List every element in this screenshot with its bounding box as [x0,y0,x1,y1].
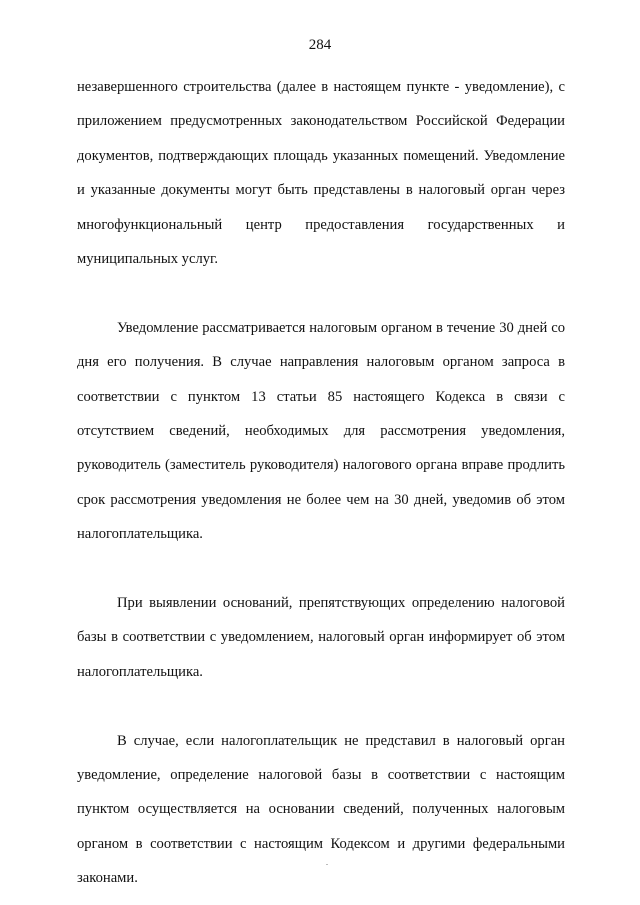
document-body [77,70,565,896]
page-number: 284 [308,37,332,53]
paragraph-grounds: При выявлении оснований, препятствующих определению налоговой базы в соответствии с уведомлением, налоговый орган информирует об этом налогоплательщика. [77,595,565,680]
paragraph-no-notification: В случае, если налогоплательщик не представил в налоговый орган уведомление, определение налоговой базы в соответствии с настоящим пунктом осуществляется на основании сведений, полученных налоговым органом в соответствии с настоящим Кодексом и другими федеральными законами. [77,732,565,887]
paragraph-review-period: Уведомление рассматривается налоговым органом в течение 30 дней со дня его получения. В случае направления налоговым органом запроса в соответствии с пунктом 13 статьи 85 настоящего Кодекса в связи с отсутствием сведений, необходимых для рассмотрения уведомления, руководитель (заместитель руководителя) налогового органа вправе продлить срок рассмотрения уведомления не более чем на 30 дней, уведомив об этом налогоплательщика. [77,319,565,543]
paragraph-continuation: незавершенного строительства (далее в настоящем пункте - уведомление), с приложением предусмотренных законодательством Российской Федерации документов, подтверждающих площадь указанных помещений. Уведомление и указанные документы могут быть представлены в налоговый орган через многофункциональный центр предоставления государственных и муниципальных услуг. [77,79,565,268]
scan-speck [326,864,328,865]
